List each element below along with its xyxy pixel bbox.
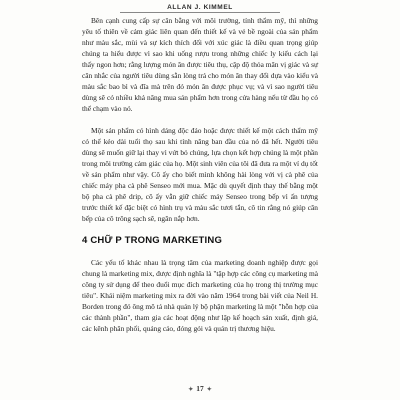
- paragraph-1: Bên cạnh cung cấp sự cân bằng với môi trường, tính thẩm mỹ, thì những yêu tố thiên về cảm giác liên quan đến thiết kế và vẻ bề ngoài của sản phẩm như màu sắc, mùi và sự kích thích đối với xúc giác là điều quan trọng giúp chúng ta hiểu được vì sao khi uống rượu trong những chiếc ly kiểu cách lại thấy ngon hơn; rằng lượng món ăn được tiêu thụ, cập độ thỏa mãn vị giác và sự cân nhắc của người tiêu dùng sẵn lòng trả cho món ăn thay đổi dựa vào kiểu và màu sắc bao bì và đĩa mà trên đó món ăn được phục vụ; và vì sao người tiêu dùng sẽ có nhiều khả năng mua sản phẩm hơn trong cửa hàng nếu từ đầu họ có thể chạm vào nó.: [82, 16, 318, 113]
- ornament-left-icon: ✦: [188, 387, 194, 393]
- section-paragraph: Các yếu tố khác nhau là trọng tâm của marketing doanh nghiệp được gọi chung là marketing mix, được định nghĩa là "tập hợp các công cụ marketing mà công ty sử dụng để theo đuổi mục đích marketing của họ trong thị trường mục tiêu". Khái niệm marketing mix ra đời vào năm 1964 trong bài viết của Neil H. Borden trong đó ông mô tả nhà quản lý bộ phận marketing là một "hỗn hợp của các thành phần", tham gia các hoạt động như lập kế hoạch sản xuất, định giá, các kênh phân phối, quảng cáo, đóng gói và quản trị thương hiệu.: [82, 258, 318, 333]
- running-header-author: ALLAN J. KIMMEL: [167, 4, 233, 11]
- page-body: [82, 15, 318, 345]
- section-heading: 4 CHỮ P TRONG MARKETING: [82, 235, 223, 246]
- page-number: 17: [196, 384, 204, 393]
- ornament-right-icon: ✦: [206, 387, 212, 393]
- paragraph-2: Một sản phẩm có hình dáng độc đáo hoặc được thiết kế một cách thẩm mỹ có thể kéo dài tuổi thọ sau khi tính năng ban đầu của nó đã hết. Người tiêu dùng sẽ muốn giữ lại thay vì vứt bỏ chúng, lựa chọn kết hợp chúng là một phần trong môi trường cảm giác của họ. Một sinh viên của tôi đã đưa ra một ví dụ tốt về sản phẩm như vậy. Cô ấy cho biết mình không hài lòng với vị cà phê của chiếc máy pha cà phê Senseo mới mua. Mặc dù quyết định thay thế bằng một bộ pha cà phê drip, cô ấy vẫn giữ chiếc máy Senseo trong bếp vì ấn tượng trước thiết kế đặc biệt có hình trụ và màu sắc tươi tắn, cô tin rằng nó giúp căn bếp của cô trông sạch sẽ, ngăn nắp hơn.: [82, 126, 318, 223]
- page-footer: [0, 384, 400, 393]
- header-divider: [120, 12, 280, 13]
